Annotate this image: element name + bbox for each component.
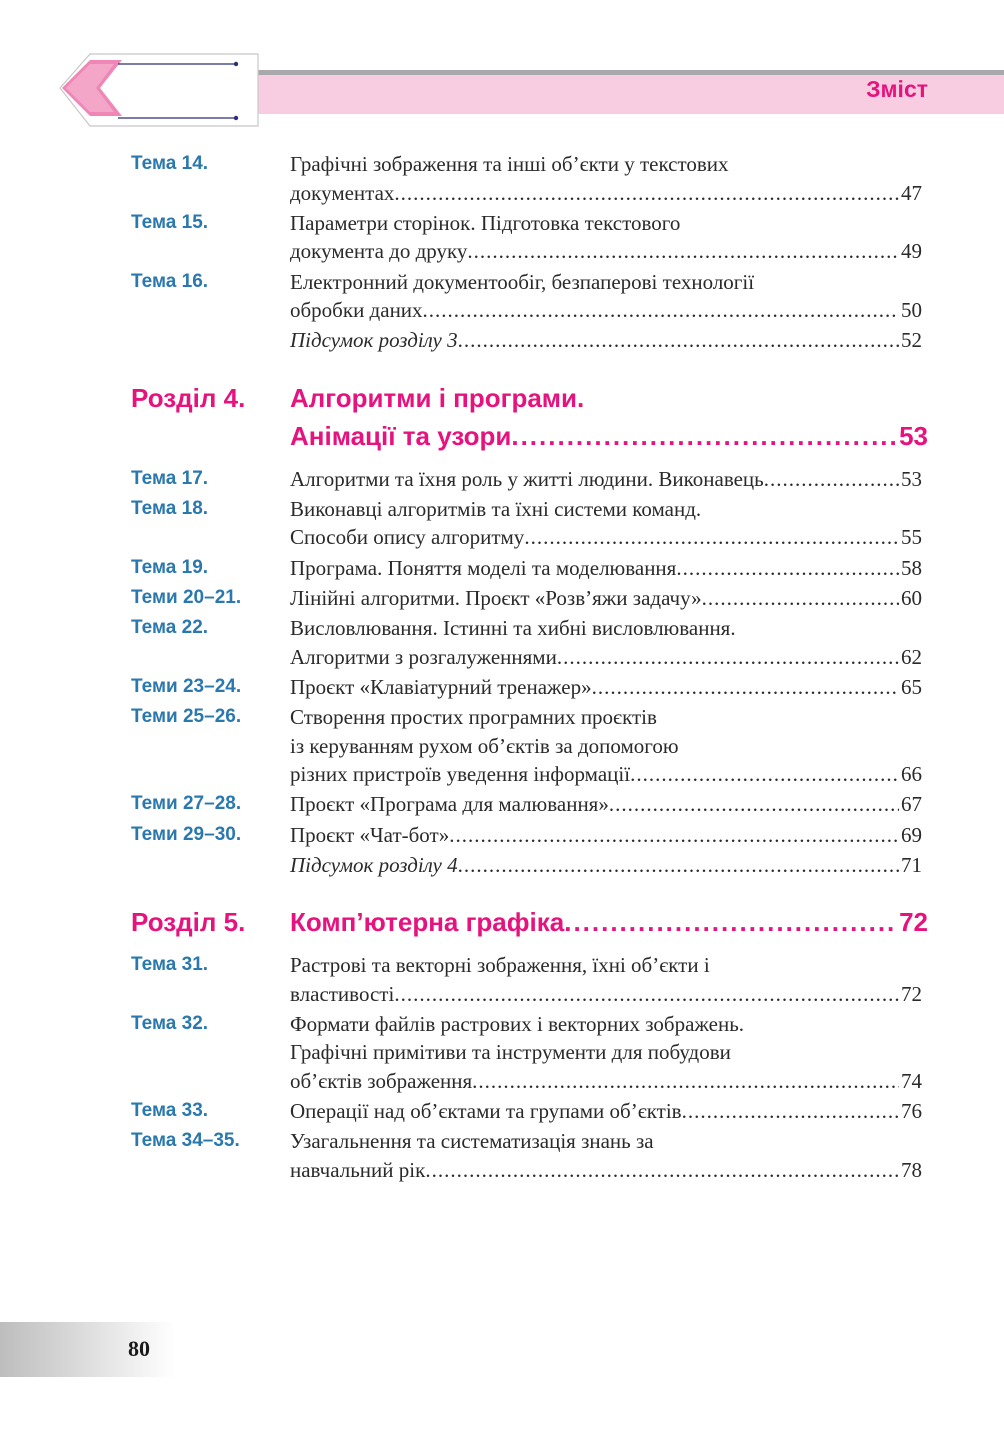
entry-title	[290, 790, 922, 819]
entry-title-line: Електронний документообіг, безпаперові технології	[290, 269, 755, 294]
entry-title	[290, 703, 922, 789]
entry-last-line	[290, 326, 922, 355]
entry-title	[290, 851, 922, 880]
entry-title-line: Проєкт «Чат-бот»	[290, 822, 450, 847]
entry-page-number: 74	[901, 1068, 922, 1093]
topic-label: Тема 14.	[131, 153, 209, 174]
entry-page-number: 53	[899, 420, 928, 451]
topic-label: Тема 15.	[131, 211, 209, 233]
entry-title-line: Алгоритми з розгалуженнями	[290, 644, 557, 669]
entry-title-line: Способи опису алгоритму	[290, 525, 525, 550]
page-number: 80	[128, 1336, 150, 1361]
dot-leader	[557, 643, 899, 672]
dot-leader	[682, 1097, 899, 1126]
entry-title-line: Операції над об’єктами та групами об’єктів	[290, 1099, 682, 1124]
entry-title-line: Підсумок розділу 3	[290, 328, 458, 353]
entry-title	[290, 584, 922, 613]
entry-last-line	[290, 1097, 922, 1126]
entry-page-number: 69	[901, 822, 922, 847]
entry-title-line: Програма. Поняття моделі та моделювання	[290, 555, 677, 580]
topic-label: Тема 22.	[131, 617, 209, 638]
entry-title-line: Лінійні алгоритми. Проєкт «Розв’яжи задачу»	[290, 585, 702, 610]
dot-leader	[394, 179, 899, 208]
topic-label: Теми 25–26.	[131, 706, 242, 727]
entry-last-line	[290, 465, 922, 494]
entry-title-line: Висловлювання. Істинні та хибні висловлювання.	[290, 616, 736, 640]
entry-page-number: 72	[899, 907, 928, 937]
dot-leader	[592, 673, 899, 702]
entry-last-line	[290, 584, 922, 613]
topic-label: Тема 16.	[131, 270, 209, 292]
entry-last-line	[290, 237, 922, 266]
entry-title	[290, 554, 922, 583]
entry-page-number: 55	[901, 525, 922, 550]
entry-title	[290, 614, 922, 671]
entry-title-line: об’єктів зображення	[290, 1068, 473, 1093]
dot-leader	[425, 1156, 899, 1185]
topic-label: Тема 33.	[131, 1100, 209, 1122]
entry-title-line: навчальний рік	[290, 1157, 426, 1182]
dot-leader	[609, 790, 899, 819]
entry-title-line: Проєкт «Клавіатурний тренажер»	[290, 674, 592, 699]
entry-page-number: 47	[901, 180, 922, 205]
topic-label: Тема 32.	[131, 1012, 209, 1034]
entry-last-line	[290, 179, 922, 208]
dot-leader	[676, 554, 899, 583]
topic-label: Теми 20–21.	[131, 586, 242, 608]
entry-title-line: властивості	[290, 981, 395, 1006]
entry-last-line	[290, 417, 928, 455]
entry-last-line	[290, 643, 922, 672]
entry-title-line: Комп’ютерна графіка	[290, 907, 565, 937]
entry-title	[290, 951, 922, 1008]
entry-title-line: документа до друку	[290, 239, 468, 264]
dot-leader	[511, 417, 897, 455]
entry-page-number: 58	[901, 555, 922, 580]
entry-title	[290, 326, 922, 355]
entry-page-number: 49	[901, 239, 922, 264]
entry-title-line: Графічні примітиви та інструменти для побудови	[290, 1040, 731, 1065]
topic-label: Тема 18.	[131, 497, 209, 519]
entry-title-line: Виконавці алгоритмів та їхні системи команд.	[290, 496, 702, 521]
entry-title-line: Створення простих програмних проєктів	[290, 705, 657, 729]
entry-last-line	[290, 296, 922, 325]
entry-title-line: документах	[290, 180, 395, 205]
dot-leader	[524, 523, 899, 552]
entry-last-line	[290, 821, 922, 850]
entry-title-line: Параметри сторінок. Підготовка текстового	[290, 210, 681, 235]
entry-last-line	[290, 760, 922, 789]
entry-title	[290, 1127, 922, 1184]
entry-title-line: Проєкт «Програма для малювання»	[290, 792, 609, 817]
entry-last-line	[290, 1156, 922, 1185]
entry-title-line: Алгоритми та їхня роль у житті людини. Виконавець	[290, 466, 764, 491]
entry-title	[290, 209, 922, 266]
topic-label: Тема 19.	[131, 556, 209, 578]
entry-title	[290, 673, 922, 702]
page-title: Зміст	[866, 76, 928, 102]
dot-leader	[630, 760, 899, 789]
entry-page-number: 53	[901, 466, 922, 491]
dot-leader	[458, 851, 899, 880]
entry-page-number: 66	[901, 762, 922, 787]
topic-label: Тема 31.	[131, 954, 209, 975]
entry-last-line	[290, 790, 922, 819]
entry-last-line	[290, 554, 922, 583]
entry-page-number: 65	[901, 674, 922, 699]
entry-page-number: 71	[901, 852, 922, 877]
topic-label: Теми 29–30.	[131, 823, 242, 845]
topic-label: Тема 34–35.	[131, 1130, 240, 1152]
entry-last-line	[290, 851, 922, 880]
entry-title	[290, 268, 922, 325]
entry-page-number: 78	[901, 1157, 922, 1182]
entry-title-line: різних пристроїв уведення інформації	[290, 762, 631, 787]
dot-leader	[564, 903, 897, 941]
entry-title-line: Алгоритми і програми.	[290, 382, 585, 413]
dot-leader	[472, 1067, 899, 1096]
topic-label: Теми 23–24.	[131, 675, 242, 697]
entry-title	[290, 495, 922, 552]
entry-last-line	[290, 523, 922, 552]
chevron-decoration-icon	[0, 40, 260, 140]
topic-label: Теми 27–28.	[131, 793, 242, 815]
dot-leader	[423, 296, 899, 325]
topic-label: Тема 17.	[131, 467, 209, 489]
dot-leader	[458, 326, 899, 355]
entry-title	[290, 150, 922, 207]
entry-page-number: 60	[901, 585, 922, 610]
dot-leader	[394, 980, 899, 1009]
entry-page-number: 62	[901, 644, 922, 669]
entry-title-line: Растрові та векторні зображення, їхні об’єкти і	[290, 953, 710, 977]
entry-title	[290, 1010, 922, 1096]
section-title[interactable]	[290, 379, 928, 455]
entry-page-number: 76	[901, 1099, 922, 1124]
entry-page-number: 52	[901, 328, 922, 353]
entry-title-line: Графічні зображення та інші об’єкти у текстових	[290, 152, 729, 176]
entry-last-line	[290, 980, 922, 1009]
entry-page-number: 67	[901, 792, 922, 817]
entry-page-number: 72	[901, 981, 922, 1006]
dot-leader	[764, 465, 899, 494]
entry-title	[290, 1097, 922, 1126]
entry-title-line: Анімації та узори	[290, 420, 512, 451]
dot-leader	[449, 821, 899, 850]
header-rule	[256, 70, 1004, 75]
entry-page-number: 50	[901, 298, 922, 323]
dot-leader	[702, 584, 899, 613]
entry-title-line: із керуванням рухом об’єктів за допомогою	[290, 733, 679, 758]
dot-leader	[467, 237, 899, 266]
entry-title-line: Узагальнення та систематизація знань за	[290, 1129, 654, 1154]
entry-title	[290, 465, 922, 494]
entry-last-line	[290, 673, 922, 702]
section-label: Розділ 4.	[131, 382, 246, 413]
section-label: Розділ 5.	[131, 907, 246, 937]
entry-title-line: Формати файлів растрових і векторних зображень.	[290, 1011, 745, 1036]
entry-last-line	[290, 1067, 922, 1096]
entry-title	[290, 821, 922, 850]
section-title[interactable]	[290, 903, 928, 941]
entry-last-line	[290, 903, 928, 941]
entry-title-line: Підсумок розділу 4	[290, 852, 458, 877]
entry-title-line: обробки даних	[290, 298, 423, 323]
